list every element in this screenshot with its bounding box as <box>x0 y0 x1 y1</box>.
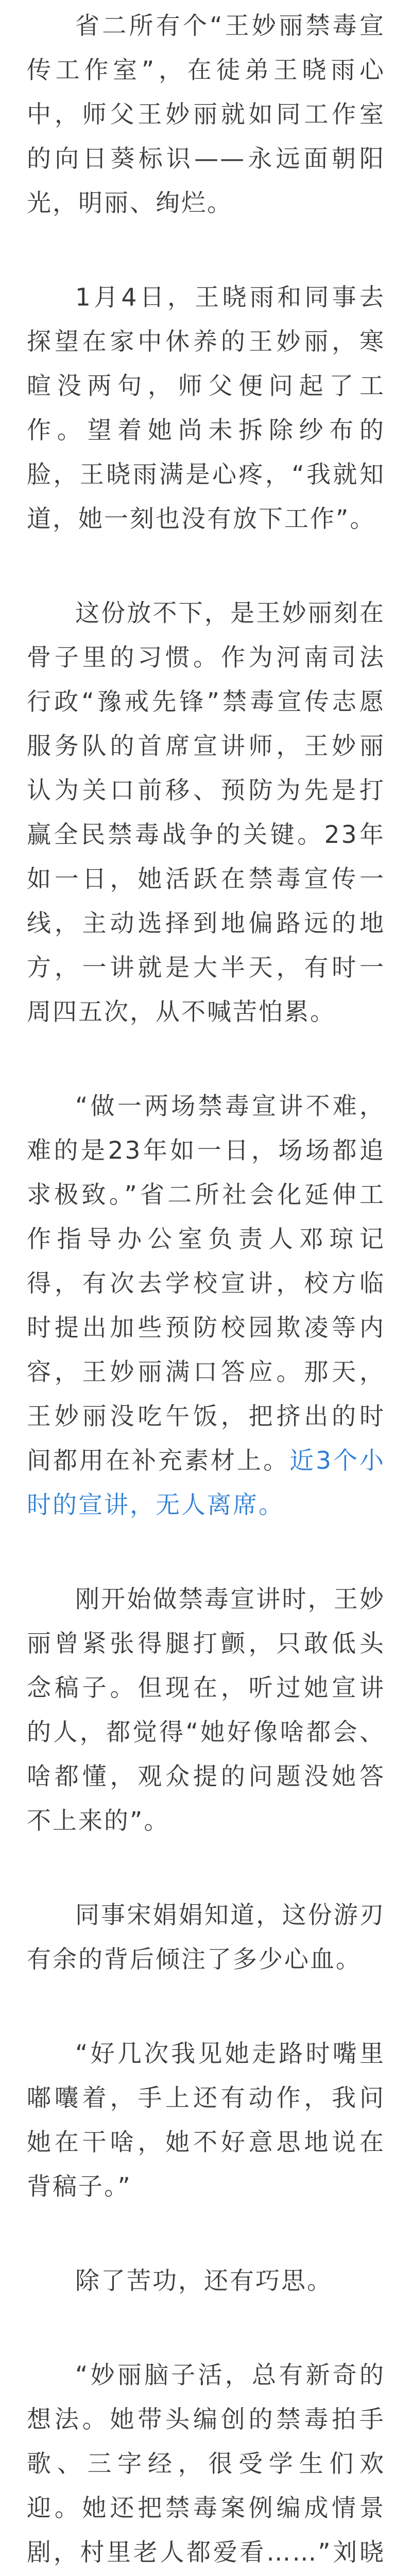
paragraph-quote-script <box>27 2032 385 2209</box>
paragraph-text: 1月4日，王晓雨和同事去探望在家中休养的王妙丽，寒暄没两句，师父便问起了工作。望着她尚未拆除纱布的脸，王晓雨满是心疼，“我就知道，她一刻也没有放下工作”。 <box>27 283 385 533</box>
paragraph-ingenuity <box>27 2259 385 2303</box>
paragraph-school-lecture <box>27 1084 385 1528</box>
paragraph-creative-ideas <box>27 2353 385 2576</box>
paragraph-text: 同事宋娟娟知道，这份游刃有余的背后倾注了多少心血。 <box>27 1901 385 1974</box>
paragraph-text: 刚开始做禁毒宣讲时，王妙丽曾紧张得腿打颤，只敢低头念稿子。但现在，听过她宣讲的人，都觉得“她好像啥都会、啥都懂，观众提的问题没她答不上来的”。 <box>27 1585 385 1835</box>
paragraph-text: 这份放不下，是王妙丽刻在骨子里的习惯。作为河南司法行政“豫戒先锋”禁毒宣传志愿服务队的首席宣讲师，王妙丽认为关口前移、预防为先是打赢全民禁毒战争的关键。23年如一日，她活跃在禁毒宣传一线，主动选择到地偏路远的地方，一讲就是大半天，有时一周四五次，从不喊苦怕累。 <box>27 599 385 1026</box>
paragraph-text: “好几次我见她走路时嘴里嘟囔着，手上还有动作，我问她在干啥，她不好意思地说在背稿子。” <box>27 2040 385 2201</box>
paragraph-text: “妙丽脑子活，总有新奇的想法。她带头编创的禁毒拍手歌、三字经，很受学生们欢迎。她还把禁毒案例编成情景剧，村里老人都爱看……”刘晓 <box>27 2361 385 2567</box>
paragraph-studio-intro <box>27 4 385 226</box>
highlighted-text: 近3个小时的宣讲，无人离席。 <box>27 1447 386 1519</box>
paragraph-text: “做一两场禁毒宣讲不难，难的是23年如一日，场场都追求极致。”省二所社会化延伸工作指导办公室负责人邓琼记得，有次去学校宣讲，校方临时提出加些预防校园欺凌等内容，王妙丽满口答应。那天，王妙丽没吃午饭，把挤出的时间都用在补充素材上。 <box>27 1092 385 1475</box>
paragraph-colleague <box>27 1893 385 1982</box>
paragraph-habit <box>27 591 385 1035</box>
paragraph-growth <box>27 1578 385 1843</box>
paragraph-text: 省二所有个“王妙丽禁毒宣传工作室”，在徒弟王晓雨心中，师父王妙丽就如同工作室的向日葵标识——永远面朝阳光，明丽、绚烂。 <box>27 12 385 217</box>
paragraph-visit <box>27 276 385 541</box>
paragraph-text: 除了苦功，还有巧思。 <box>75 2267 333 2295</box>
